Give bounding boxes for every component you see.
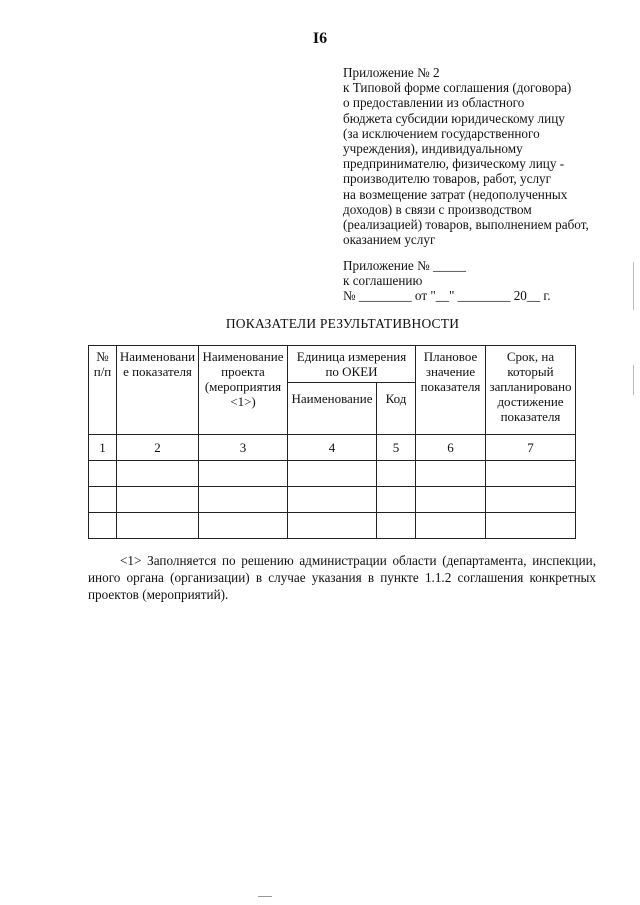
table-cell	[486, 461, 576, 487]
column-number-row	[89, 435, 576, 461]
table-cell	[416, 513, 486, 539]
agreement-appendix-line: № ________ от "__" ________ 20__ г.	[343, 288, 551, 304]
appendix-line: о предоставлении из областного	[343, 95, 525, 111]
page-number: I6	[312, 30, 328, 47]
header-num: № п/п	[89, 346, 117, 435]
table-cell	[288, 487, 377, 513]
table-cell	[89, 513, 117, 539]
indicators-table	[88, 345, 576, 539]
appendix-line: на возмещение затрат (недополученных	[343, 186, 568, 202]
table-cell	[89, 461, 117, 487]
appendix-line: Приложение № 2	[343, 65, 440, 80]
table-cell	[416, 461, 486, 487]
appendix-line: доходов) в связи с производством	[343, 201, 532, 217]
header-project: Наименование проекта (мероприятия <1>)	[199, 346, 288, 435]
column-number: 5	[377, 435, 416, 461]
scan-edge-mark	[633, 262, 634, 310]
table-cell	[416, 487, 486, 513]
table-cell	[199, 461, 288, 487]
table-cell	[377, 487, 416, 513]
table-row	[89, 461, 576, 487]
table-cell	[89, 487, 117, 513]
column-number: 6	[416, 435, 486, 461]
appendix-header	[343, 65, 613, 247]
appendix-line: производителю товаров, работ, услуг	[343, 171, 552, 187]
column-number: 4	[288, 435, 377, 461]
table-cell	[377, 461, 416, 487]
column-number: 7	[486, 435, 576, 461]
appendix-line: предпринимателю, физическому лицу -	[343, 156, 565, 172]
agreement-appendix-line: к соглашению	[343, 273, 423, 289]
table-row	[89, 513, 576, 539]
table-cell	[117, 461, 199, 487]
column-number: 1	[89, 435, 117, 461]
scan-bottom-mark	[258, 896, 272, 897]
table-cell	[377, 513, 416, 539]
column-number: 3	[199, 435, 288, 461]
table-header-row	[89, 346, 576, 383]
column-number: 2	[117, 435, 199, 461]
table-cell	[199, 513, 288, 539]
appendix-line: бюджета субсидии юридическому лицу	[343, 110, 565, 126]
appendix-line: учреждения), индивидуальному	[343, 141, 523, 157]
appendix-line: (реализацией) товаров, выполнением работ,	[343, 217, 589, 233]
table-cell	[199, 487, 288, 513]
table-cell	[486, 487, 576, 513]
appendix-line: к Типовой форме соглашения (договора)	[343, 80, 572, 96]
footnote-text: <1> Заполняется по решению администрации области (департамента, инспекции, иного органа (организации) в случае указания в пункте 1.1.2 соглашения конкретных проектов (мероприятий).	[88, 553, 596, 602]
appendix-line: оказанием услуг	[343, 232, 436, 248]
header-deadline: Срок, на который запланировано достижение показателя	[486, 346, 576, 435]
header-unit: Единица измерения по ОКЕИ	[288, 346, 416, 383]
table-row	[89, 487, 576, 513]
scan-edge-mark	[633, 365, 634, 395]
table-cell	[117, 513, 199, 539]
header-unit-name: Наименование	[288, 383, 377, 435]
table-cell	[117, 487, 199, 513]
header-indicator: Наименовани е показателя	[117, 346, 199, 435]
appendix-line: (за исключением государственного	[343, 125, 540, 141]
header-planned: Плановое значение показателя	[416, 346, 486, 435]
header-unit-code: Код	[377, 383, 416, 435]
footnote	[88, 552, 596, 603]
table-cell	[288, 461, 377, 487]
agreement-appendix-line: Приложение № _____	[343, 258, 466, 273]
document-title: ПОКАЗАТЕЛИ РЕЗУЛЬТАТИВНОСТИ	[225, 316, 460, 331]
table-cell	[288, 513, 377, 539]
agreement-appendix-header	[343, 258, 613, 304]
table-cell	[486, 513, 576, 539]
